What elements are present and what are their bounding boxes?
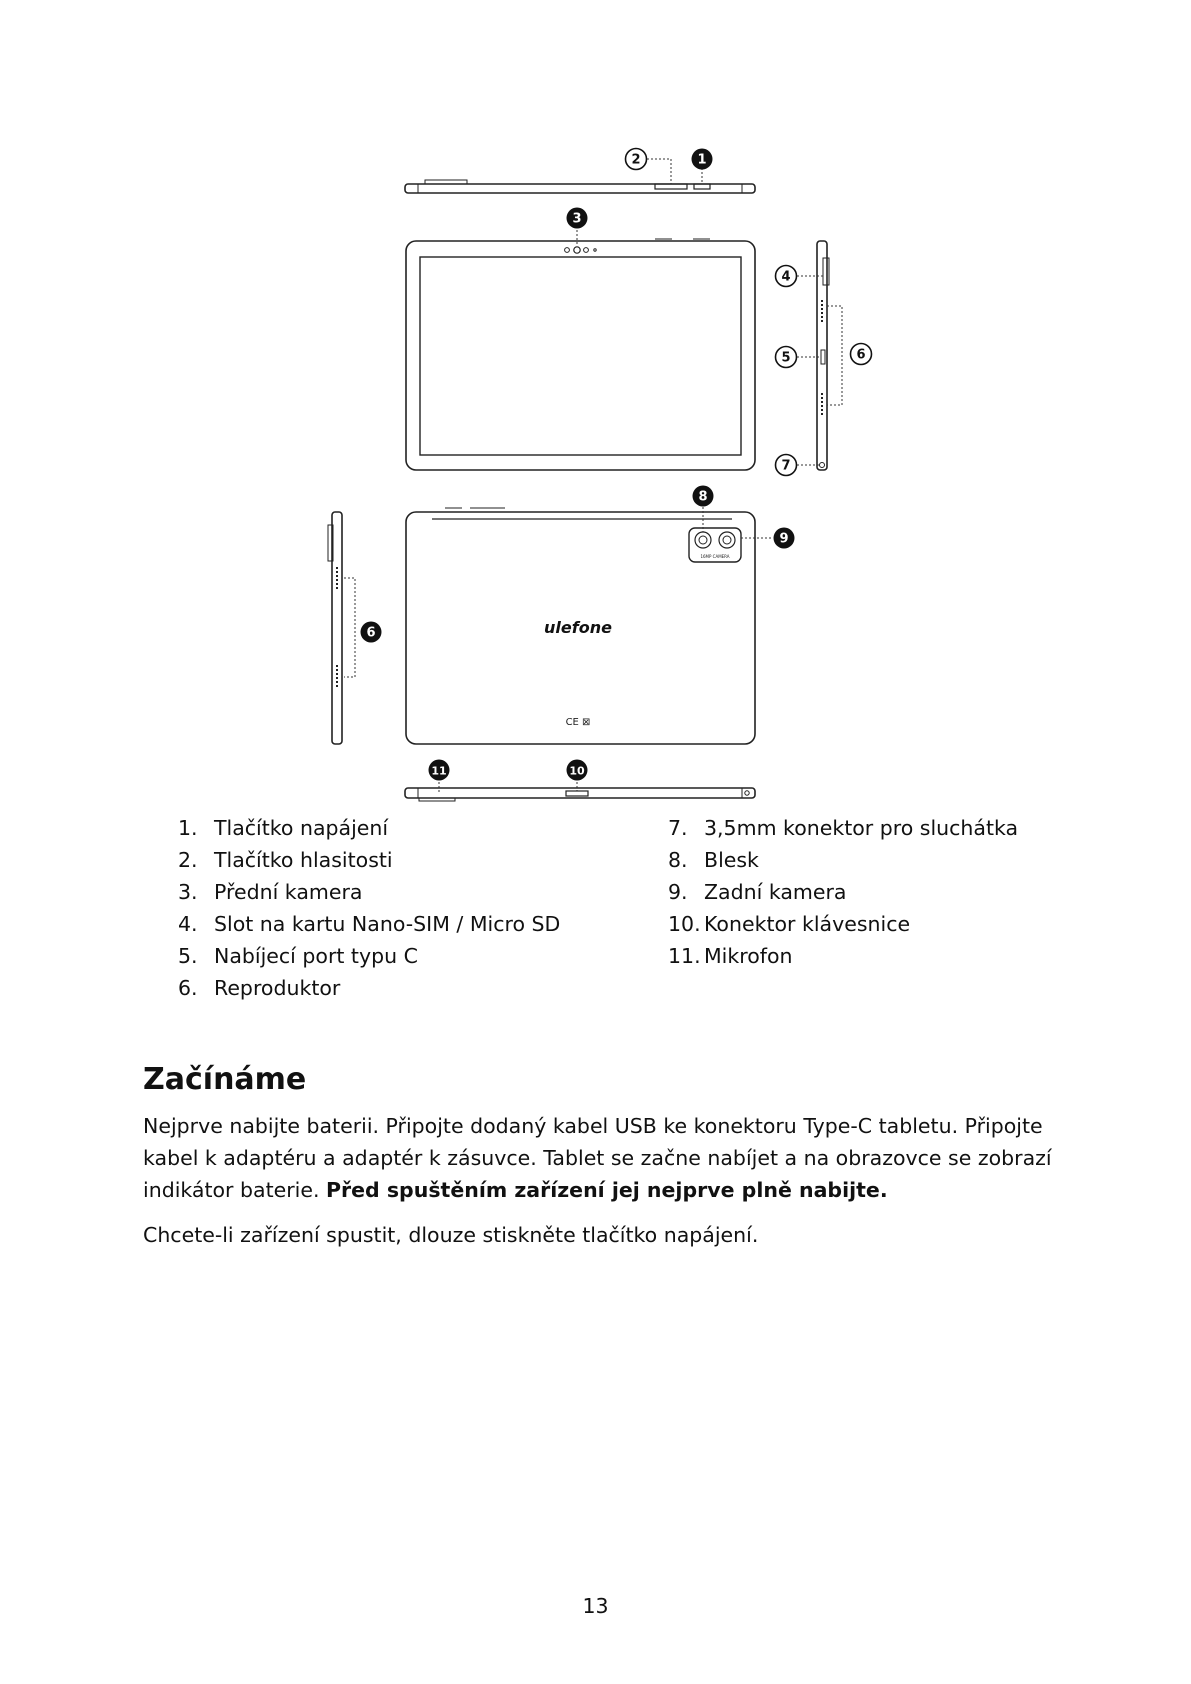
legend-item: 11. Mikrofon [668,940,1018,972]
svg-text:6: 6 [856,347,866,363]
callout-8 [693,486,714,507]
callout-1 [692,149,713,170]
callout-4 [776,266,797,287]
section-heading: Začínáme [143,1062,307,1097]
svg-text:4: 4 [781,269,791,285]
camera-label: 16MP CAMERA [700,554,730,559]
legend-text: Nabíjecí port typu C [214,944,418,968]
svg-text:6: 6 [366,625,376,641]
leader-6b [344,578,355,677]
tablet-left-side-view [328,512,342,744]
callout-3 [567,208,588,229]
certification-mark: CE ⊠ [565,717,591,728]
legend-item: 5. Nabíjecí port typu C [178,940,560,972]
tablet-diagram [0,0,1191,820]
svg-text:7: 7 [781,458,791,474]
callout-2 [626,149,647,170]
legend-text: 3,5mm konektor pro sluchátka [704,816,1019,840]
svg-text:1: 1 [697,152,707,168]
legend-item: 4. Slot na kartu Nano-SIM / Micro SD [178,908,560,940]
tablet-front-view [406,239,755,470]
callout-10 [567,760,588,781]
legend-item: 7. 3,5mm konektor pro sluchátka [668,812,1018,844]
leader-6a [827,306,842,405]
callout-11 [429,760,450,781]
callout-6b [361,622,382,643]
page-number: 13 [582,1594,609,1618]
legend-text: Mikrofon [704,944,793,968]
svg-text:11: 11 [431,764,447,778]
svg-text:2: 2 [631,152,641,168]
svg-text:8: 8 [698,489,708,505]
legend-item: 1. Tlačítko napájení [178,812,560,844]
callout-9 [774,528,795,549]
svg-text:10: 10 [569,764,585,778]
tablet-right-side-view [817,241,829,470]
legend-left-column [178,812,560,1004]
brand-logo: ulefone [544,618,612,637]
legend-text: Reproduktor [214,976,341,1000]
svg-text:9: 9 [779,531,789,547]
callout-5 [776,347,797,368]
svg-text:3: 3 [572,211,582,227]
leader-2 [647,159,671,184]
callout-6a [851,344,872,365]
legend-text: Tlačítko hlasitosti [214,848,393,872]
charging-paragraph [143,1110,1053,1206]
legend-text: Blesk [704,848,759,872]
legend-text: Přední kamera [214,880,363,904]
legend-text: Konektor klávesnice [704,912,911,936]
power-on-paragraph: Chcete-li zařízení spustit, dlouze stiskněte tlačítko napájení. [143,1223,759,1247]
legend-item: 6. Reproduktor [178,972,560,1004]
callout-7 [776,455,797,476]
legend-text: Slot na kartu Nano-SIM / Micro SD [214,912,561,936]
legend-item: 9. Zadní kamera [668,876,1018,908]
legend-text: Tlačítko napájení [214,816,389,840]
legend-item: 8. Blesk [668,844,1018,876]
legend-item: 2. Tlačítko hlasitosti [178,844,560,876]
charging-text: Nejprve nabijte baterii. Připojte dodaný kabel USB ke konektoru Type-C tabletu. Připojte kabel k adaptéru a adaptér k zásuvce. Tablet se začne nabíjet a na obrazovce se zobrazí indikátor baterie. [143,1114,1052,1202]
legend-item: 3. Přední kamera [178,876,560,908]
legend-item: 10. Konektor klávesnice [668,908,1018,940]
tablet-bottom-edge-view [405,788,755,801]
charging-warning: Před spuštěním zařízení jej nejprve plně nabijte. [326,1178,888,1202]
svg-text:5: 5 [781,350,791,366]
legend-text: Zadní kamera [704,880,847,904]
legend-right-column [668,812,1018,972]
